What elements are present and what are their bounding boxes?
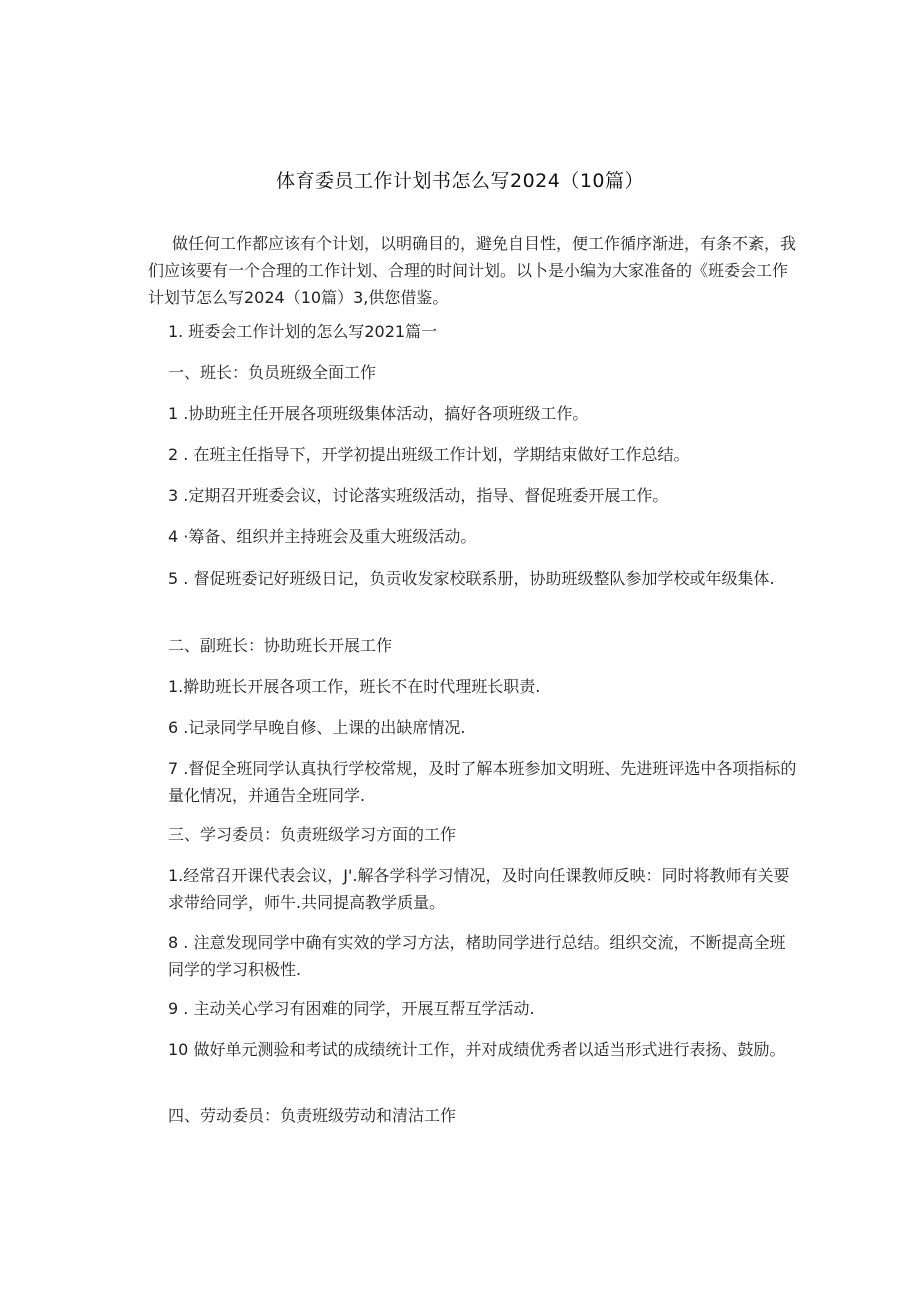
list-item: 8 . 注意发现同学中确有实效的学习方法，楮助同学进行总结。组织交流，不断提高全班同学的学习积极性. (168, 933, 786, 979)
list-item: 4 ·筹备、组织并主持班会及重大班级活动。 (168, 527, 477, 546)
list-item: 10 做好单元测验和考试的成绩统计工作，并对成绩优秀者以适当形式进行表扬、鼓励。 (168, 1040, 786, 1059)
document-title: 体育委员工作计划书怎么写2024（10篇） (275, 170, 645, 192)
list-item: 3 .定期召开班委会议，讨论落实班级活动，指导、督促班委开展工作。 (168, 486, 669, 505)
intro-paragraph: 做任何工作都应该有个计划，以明确目的，避免自目性，便工作循序渐进，有条不紊，我们应该要有一个合理的工作计划、合理的时间计划。以卜是小编为大家准备的《班委会工作计划节怎么写2024（10篇）3,供您借鉴。 (148, 234, 797, 307)
role-heading-monitor: 一、班长：负员班级全面工作 (168, 363, 377, 382)
list-item: 1.经常召开课代表会议，J'.解各学科学习情况，及时向任课教师反映：同时将教师有关要求带给同学，师牛.共同提高教学质量。 (168, 866, 790, 912)
list-item: 9 . 主动关心学习有困难的同学，开展互帮互学活动. (168, 999, 535, 1018)
role-heading-labor: 四、劳动委员：负责班级劳动和清沽工作 (168, 1106, 457, 1125)
role-heading-study: 三、学习委员：负责班级学习方面的工作 (168, 825, 457, 844)
list-item: 7 .督促全班同学认真执行学校常规，及时了解本班参加文明班、先进班评选中各项指标的量化情况，并通告全班同学. (168, 759, 797, 805)
list-item: 2 . 在班主任指导下，开学初提出班级工作计划，学期结束做好工作总结。 (168, 445, 690, 464)
list-item: 5 . 督促班委记好班级日记，负贡收发家校联系册，协助班级整队参加学校或年级集体. (168, 569, 775, 588)
section-heading: 1. 班委会工作计划的怎么写2021篇一 (168, 322, 438, 341)
list-item: 1 .协助班主任开展各项班级集体活动，搞好各项班级工作。 (168, 404, 589, 423)
role-heading-vice-monitor: 二、副班长：协助班长开展工作 (168, 636, 393, 655)
list-item: 6 .记录同学早晚自修、上课的出缺席情况. (168, 718, 466, 737)
list-item: 1.擀助班长开展各项工作，班长不在时代理班长职责. (168, 677, 541, 696)
